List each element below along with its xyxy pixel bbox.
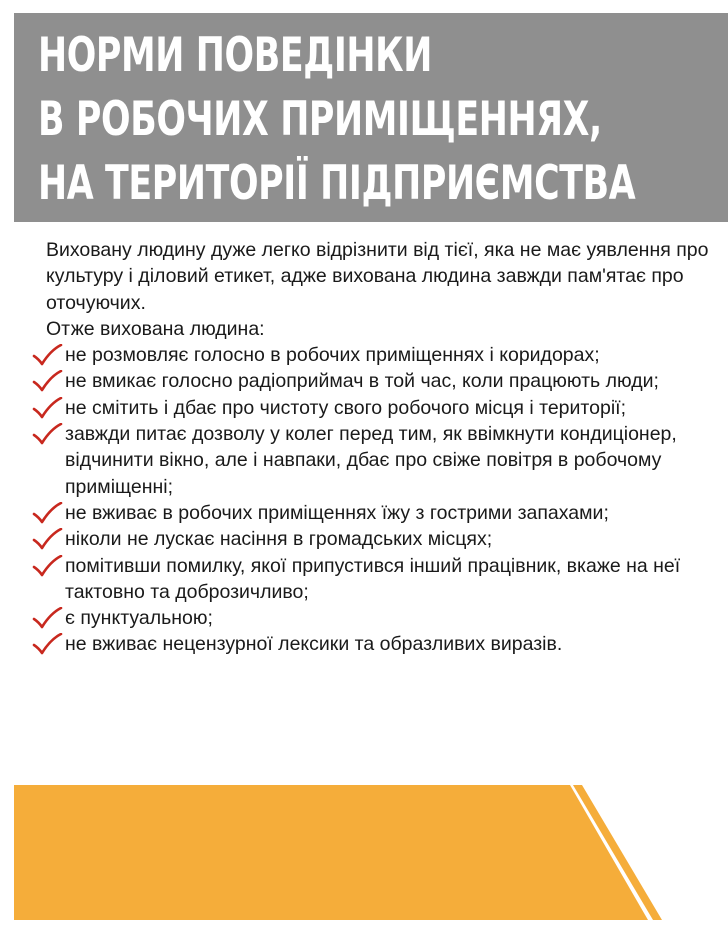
rule-text: не смітить і дбає про чистоту свого робочого місця і території; bbox=[65, 396, 626, 419]
intro-paragraph: Виховану людину дуже легко відрізнити від тієї, яка не має уявлення про культуру і діловий етикет, адже вихована людина завжди пам'ятає про оточуючих. bbox=[46, 239, 709, 314]
checkmark-icon bbox=[32, 397, 63, 419]
rule-item bbox=[46, 395, 710, 421]
footer-orange-band bbox=[14, 785, 648, 920]
checkmark-icon bbox=[32, 633, 63, 655]
title-line-2: В РОБОЧИХ ПРИМІЩЕННЯХ, bbox=[38, 92, 602, 147]
checkmark-icon bbox=[32, 555, 63, 577]
checkmark-icon bbox=[32, 502, 63, 524]
checkmark-icon bbox=[32, 370, 63, 392]
checkmark-icon bbox=[32, 607, 63, 629]
rule-item bbox=[46, 605, 710, 631]
rule-item bbox=[46, 631, 710, 657]
rule-text: помітивши помилку, якої припустився інший працівник, вкаже на неї тактовно та доброзичливо; bbox=[65, 554, 681, 603]
rule-item bbox=[46, 553, 710, 606]
rule-text: не вживає нецензурної лексики та образливих виразів. bbox=[65, 633, 563, 656]
rule-text: не розмовляє голосно в робочих приміщеннях і коридорах; bbox=[65, 344, 600, 367]
checkmark-icon bbox=[32, 528, 63, 550]
title-line-3: НА ТЕРИТОРІЇ ПІДПРИЄМСТВА bbox=[38, 156, 636, 211]
rule-text: є пунктуальною; bbox=[65, 607, 213, 630]
rule-item bbox=[46, 500, 710, 526]
checkmark-icon bbox=[32, 423, 63, 445]
rule-text: не вмикає голосно радіоприймач в той час, коли працюють люди; bbox=[65, 370, 659, 393]
rule-item bbox=[46, 421, 710, 500]
footer-decoration bbox=[0, 785, 728, 937]
rule-item bbox=[46, 368, 710, 394]
rule-list bbox=[46, 342, 710, 658]
intro-lead: Отже вихована людина: bbox=[46, 317, 265, 340]
checkmark-icon bbox=[32, 344, 63, 366]
body-text bbox=[46, 237, 710, 658]
title-banner bbox=[14, 13, 728, 222]
rule-item bbox=[46, 526, 710, 552]
title-line-1: НОРМИ ПОВЕДІНКИ bbox=[38, 28, 432, 83]
rule-text: не вживає в робочих приміщеннях їжу з гострими запахами; bbox=[65, 501, 609, 524]
rule-item bbox=[46, 342, 710, 368]
rule-text: ніколи не лускає насіння в громадських місцях; bbox=[65, 528, 493, 551]
rule-text: завжди питає дозволу у колег перед тим, як ввімкнути кондиціонер, відчинити вікно, але і навпаки, дбає про свіже повітря в робочому приміщенні; bbox=[65, 423, 677, 498]
